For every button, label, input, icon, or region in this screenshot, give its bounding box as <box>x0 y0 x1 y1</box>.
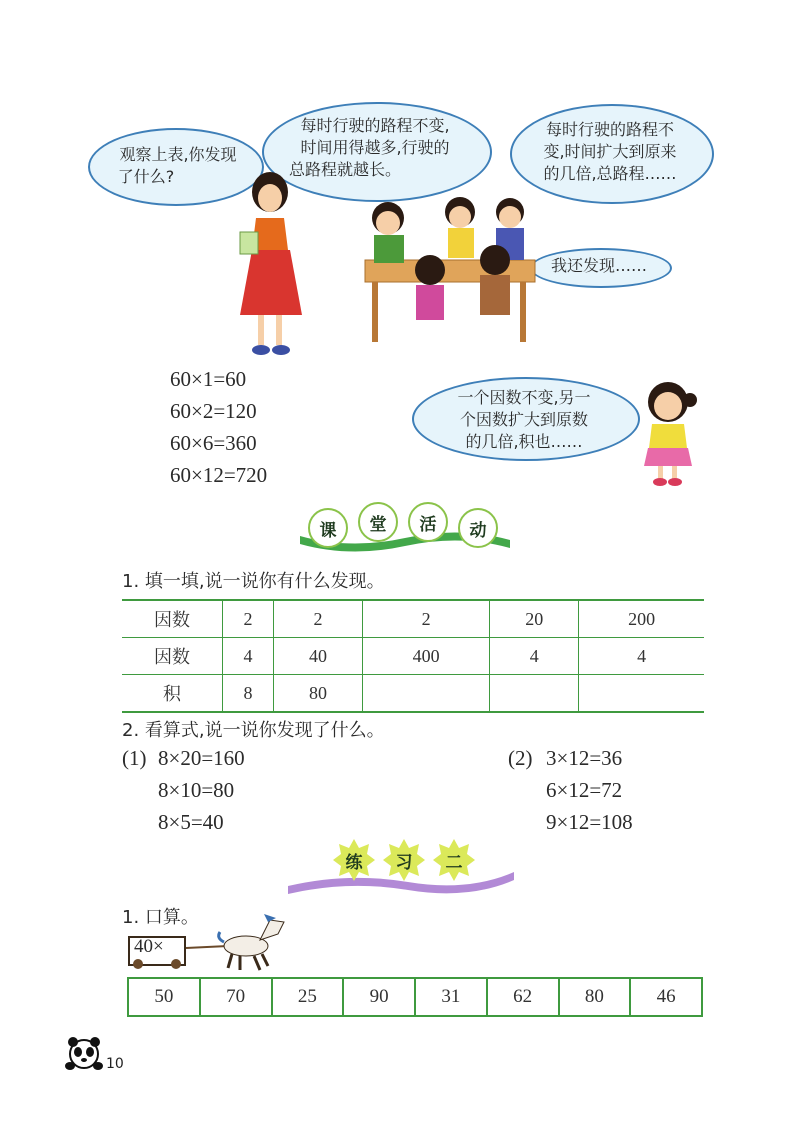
table-cell: 因数 <box>122 600 223 638</box>
table-cell: 4 <box>490 638 579 675</box>
question-1-text: 1. 填一填,说一说你有什么发现。 <box>122 571 385 592</box>
group-1-equation-2: 8×10=80 <box>158 778 235 802</box>
table-cell: 20 <box>490 600 579 638</box>
activity-title-char-4: 动 <box>458 508 498 548</box>
table-cell: 200 <box>579 600 704 638</box>
group-2-equation-3: 9×12=108 <box>546 810 633 834</box>
table-cell: 2 <box>362 600 489 638</box>
table-row <box>122 600 704 638</box>
oral-calc-text: 1. 口算。 <box>122 907 199 928</box>
table-cell: 2 <box>273 600 362 638</box>
table-cell: 4 <box>223 638 274 675</box>
table-cell: 因数 <box>122 638 223 675</box>
students-at-table <box>360 190 540 350</box>
group-1-equation-3: 8×5=40 <box>158 810 224 834</box>
girl-speech-line3: 的几倍,积也…… <box>465 432 583 451</box>
oral-cell: 25 <box>272 978 344 1016</box>
illustration <box>0 0 800 500</box>
student-b-speech-line2: 变,时间扩大到原来 <box>543 142 677 161</box>
group-2-equation-2: 6×12=72 <box>546 778 623 802</box>
answer-cell[interactable] <box>362 675 489 713</box>
table-cell: 积 <box>122 675 223 713</box>
oral-calc-table <box>127 977 703 1017</box>
student-a-speech-line3: 总路程就越长。 <box>288 160 401 179</box>
answer-cell[interactable] <box>490 675 579 713</box>
question-2-text: 2. 看算式,说一说你发现了什么。 <box>122 720 385 741</box>
equation-4: 60×12=720 <box>170 463 268 487</box>
group-2-label: (2) <box>508 746 533 770</box>
panda-icon <box>64 1034 104 1074</box>
table-row <box>128 978 702 1016</box>
group-1-label: (1) <box>122 746 147 770</box>
oral-cell: 80 <box>559 978 631 1016</box>
student-b-speech-line3: 的几倍,总路程…… <box>543 164 677 183</box>
table-cell: 4 <box>579 638 704 675</box>
horse-icon <box>128 912 298 974</box>
oral-cell: 62 <box>487 978 559 1016</box>
table-cell: 8 <box>223 675 274 713</box>
oral-cell: 46 <box>630 978 702 1016</box>
activity-title-char-1: 课 <box>308 508 348 548</box>
girl-speech-line1: 一个因数不变,另一 <box>457 388 591 407</box>
student-a-speech-line2: 时间用得越多,行驶的 <box>300 138 450 157</box>
girl-figure <box>632 378 702 488</box>
factor-table <box>122 599 704 713</box>
teacher-figure <box>228 170 318 360</box>
table-row <box>122 638 704 675</box>
student-a-speech-line1: 每时行驶的路程不变, <box>300 116 450 135</box>
equation-2: 60×2=120 <box>170 399 257 423</box>
oral-cell: 90 <box>343 978 415 1016</box>
group-2-equation-1: 3×12=36 <box>546 746 623 770</box>
cart-label: 40× <box>134 936 164 957</box>
group-1-equation-1: 8×20=160 <box>158 746 245 770</box>
teacher-speech-line2: 了什么? <box>117 167 175 186</box>
table-cell: 400 <box>362 638 489 675</box>
oral-cell: 70 <box>200 978 272 1016</box>
table-cell: 40 <box>273 638 362 675</box>
teacher-speech-line1: 观察上表,你发现 <box>119 145 237 164</box>
table-cell: 80 <box>273 675 362 713</box>
activity-title-char-3: 活 <box>408 502 448 542</box>
exercise-title-char-3: 二 <box>445 852 463 873</box>
oral-cell: 31 <box>415 978 487 1016</box>
page-number: 10 <box>106 1056 124 1072</box>
horse-cart <box>128 912 298 974</box>
student-b-speech-line1: 每时行驶的路程不 <box>545 120 674 139</box>
activity-title-char-2: 堂 <box>358 502 398 542</box>
answer-cell[interactable] <box>579 675 704 713</box>
student-c-speech-text: 我还发现…… <box>550 256 647 275</box>
exercise-title-char-1: 练 <box>345 852 363 873</box>
activity-banner <box>300 500 510 556</box>
oral-cell: 50 <box>128 978 200 1016</box>
table-row <box>122 675 704 713</box>
girl-speech-line2: 个因数扩大到原数 <box>459 410 588 429</box>
exercise-banner <box>288 838 514 900</box>
exercise-title-char-2: 习 <box>395 852 413 873</box>
equation-3: 60×6=360 <box>170 431 257 455</box>
equation-1: 60×1=60 <box>170 367 247 391</box>
table-cell: 2 <box>223 600 274 638</box>
